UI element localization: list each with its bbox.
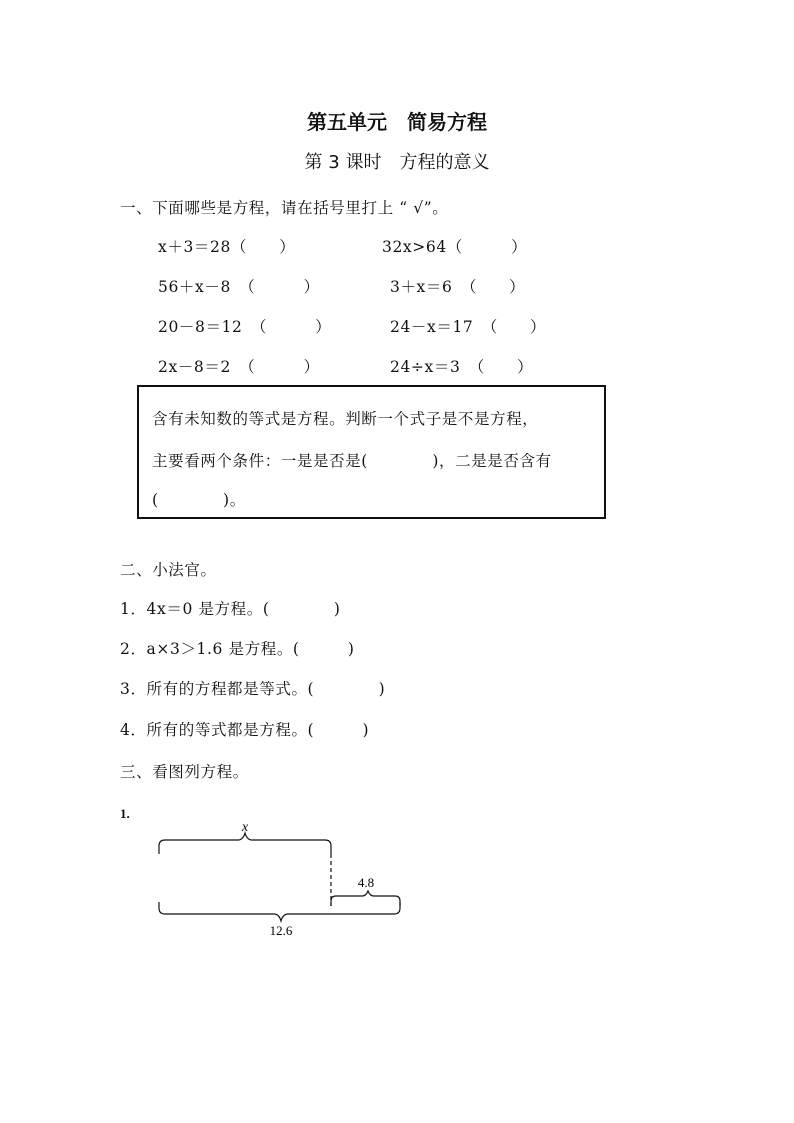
judge-item-2: 2．a×3＞1.6 是方程。( ): [120, 640, 355, 658]
equation-item-2: 32x>64（ ）: [382, 238, 528, 256]
bottom-brace: [159, 902, 400, 921]
top-brace: [159, 833, 331, 854]
judge-item-1: 1．4x＝0 是方程。( ): [120, 600, 341, 618]
label-x: x: [241, 820, 249, 835]
definition-line-1: 含有未知数的等式是方程。判断一个式子是不是方程，: [152, 410, 539, 428]
judge-item-4: 4．所有的等式都是方程。( ): [120, 721, 370, 739]
equation-item-8: 24÷x＝3 （ ）: [390, 358, 534, 376]
judge-item-3: 3．所有的方程都是等式。( ): [120, 680, 386, 698]
small-brace: [331, 891, 400, 906]
equation-item-6: 24－x＝17 （ ）: [390, 318, 547, 336]
label-total: 12.6: [269, 923, 293, 938]
page-title: 第五单元 简易方程: [307, 110, 487, 134]
definition-line-3: ( )。: [152, 491, 246, 509]
equation-item-5: 20－8＝12 （ ）: [158, 318, 332, 336]
section1-heading: 一、下面哪些是方程，请在括号里打上 “ √”。: [120, 199, 449, 217]
line-segment-diagram: [150, 818, 410, 940]
label-small: 4.8: [357, 875, 375, 890]
equation-item-7: 2x－8＝2 （ ）: [158, 358, 320, 376]
definition-line-2: 主要看两个条件：一是是否是( )，二是是否含有: [152, 452, 552, 470]
section2-heading: 二、小法官。: [120, 561, 217, 579]
equation-item-3: 56＋x－8 （ ）: [158, 278, 320, 296]
figure-number: 1.: [120, 806, 130, 821]
lesson-subtitle: 第 3 课时 方程的意义: [304, 152, 490, 173]
definition-box: [137, 385, 606, 519]
section3-heading: 三、看图列方程。: [120, 763, 249, 781]
equation-item-4: 3＋x＝6 （ ）: [390, 278, 526, 296]
equation-item-1: x＋3＝28（ ）: [158, 238, 296, 256]
